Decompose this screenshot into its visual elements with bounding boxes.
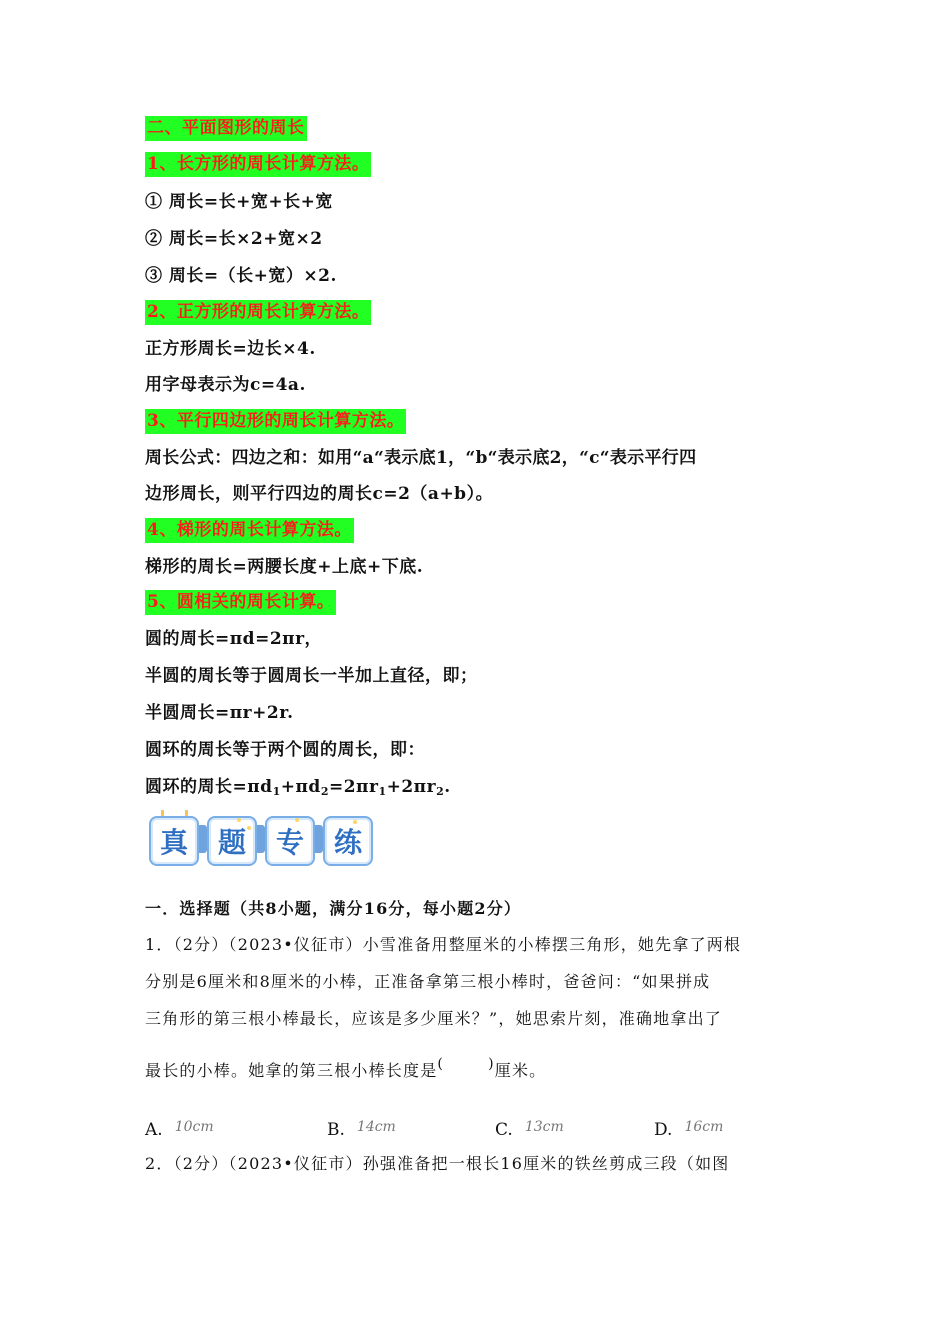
circle-heading: 5、圆相关的周长计算。: [145, 590, 336, 614]
rect-heading: 1、长方形的周长计算方法。: [145, 152, 371, 176]
banner-sparkle: [295, 818, 299, 822]
banner-tile-zhuan: 专: [265, 816, 315, 866]
circle-line-3: 半圆周长=πr+2r.: [145, 703, 294, 723]
banner-sparkle: [353, 820, 357, 824]
banner-tile-ti: 题: [207, 816, 257, 866]
option-b[interactable]: B. $^{14cm}$: [327, 1119, 396, 1140]
option-c[interactable]: C. $^{13cm}$: [495, 1119, 564, 1140]
question-2-line-1: 2．（2分）（2023•仪征市）孙强准备把一根长16厘米的铁丝剪成三段（如图: [145, 1154, 730, 1173]
square-heading: 2、正方形的周长计算方法。: [145, 300, 371, 324]
para-line-2: 边形周长，则平行四边的周长c=2（a+b）。: [145, 484, 494, 504]
banner-tile-lian: 练: [323, 816, 373, 866]
trap-line-1: 梯形的周长=两腰长度+上底+下底.: [145, 557, 424, 577]
banner-ornament: [185, 810, 188, 816]
exercise-part-title: 一．选择题（共8小题，满分16分，每小题2分）: [145, 899, 522, 918]
rect-formula-1: ① 周长=长+宽+长+宽: [145, 192, 333, 212]
square-line-2: 用字母表示为c=4a.: [145, 375, 306, 395]
banner-tile-zhen: 真: [149, 816, 199, 866]
section-title: 二、平面图形的周长: [145, 116, 307, 140]
para-heading: 3、平行四边形的周长计算方法。: [145, 409, 406, 433]
option-a[interactable]: A. $^{10cm}$: [145, 1119, 214, 1140]
rect-formula-2: ② 周长=长×2+宽×2: [145, 229, 323, 249]
question-1-line-3: 三角形的第三根小棒最长，应该是多少厘米？”，她思索片刻，准确地拿出了: [145, 1009, 722, 1028]
question-1-line-2: 分别是6厘米和8厘米的小棒，正准备拿第三根小棒时，爸爸问：“如果拼成: [145, 972, 711, 991]
trap-heading: 4、梯形的周长计算方法。: [145, 518, 354, 542]
practice-banner: [149, 812, 371, 866]
option-d[interactable]: D. $^{16cm}$: [654, 1119, 724, 1140]
para-line-1: 周长公式：四边之和：如用“a“表示底1，“b“表示底2，“c“表示平行四: [145, 448, 697, 468]
circle-line-5: 圆环的周长$=\pi d_1+\pi d_2=2\pi r_1+2\pi r_2$.: [145, 777, 451, 798]
answer-blank-close: ): [488, 1056, 495, 1072]
rect-formula-3: ③ 周长=（长+宽）×2.: [145, 266, 337, 286]
square-line-1: 正方形周长=边长×4.: [145, 339, 316, 359]
banner-sparkle: [237, 818, 241, 822]
question-1-line-1: 1．（2分）（2023•仪征市）小雪准备用整厘米的小棒摆三角形，她先拿了两根: [145, 935, 742, 954]
circle-line-4: 圆环的周长等于两个圆的周长，即：: [145, 740, 425, 760]
banner-ornament: [161, 810, 164, 816]
circle-line-2: 半圆的周长等于圆周长一半加上直径，即；: [145, 666, 478, 686]
banner-sparkle: [247, 826, 251, 830]
answer-blank-open: (: [437, 1056, 445, 1072]
circle-line-1: 圆的周长=πd=2πr，: [145, 629, 323, 649]
question-1-line-4: 最长的小棒。她拿的第三根小棒长度是( )厘米。: [145, 1059, 546, 1084]
